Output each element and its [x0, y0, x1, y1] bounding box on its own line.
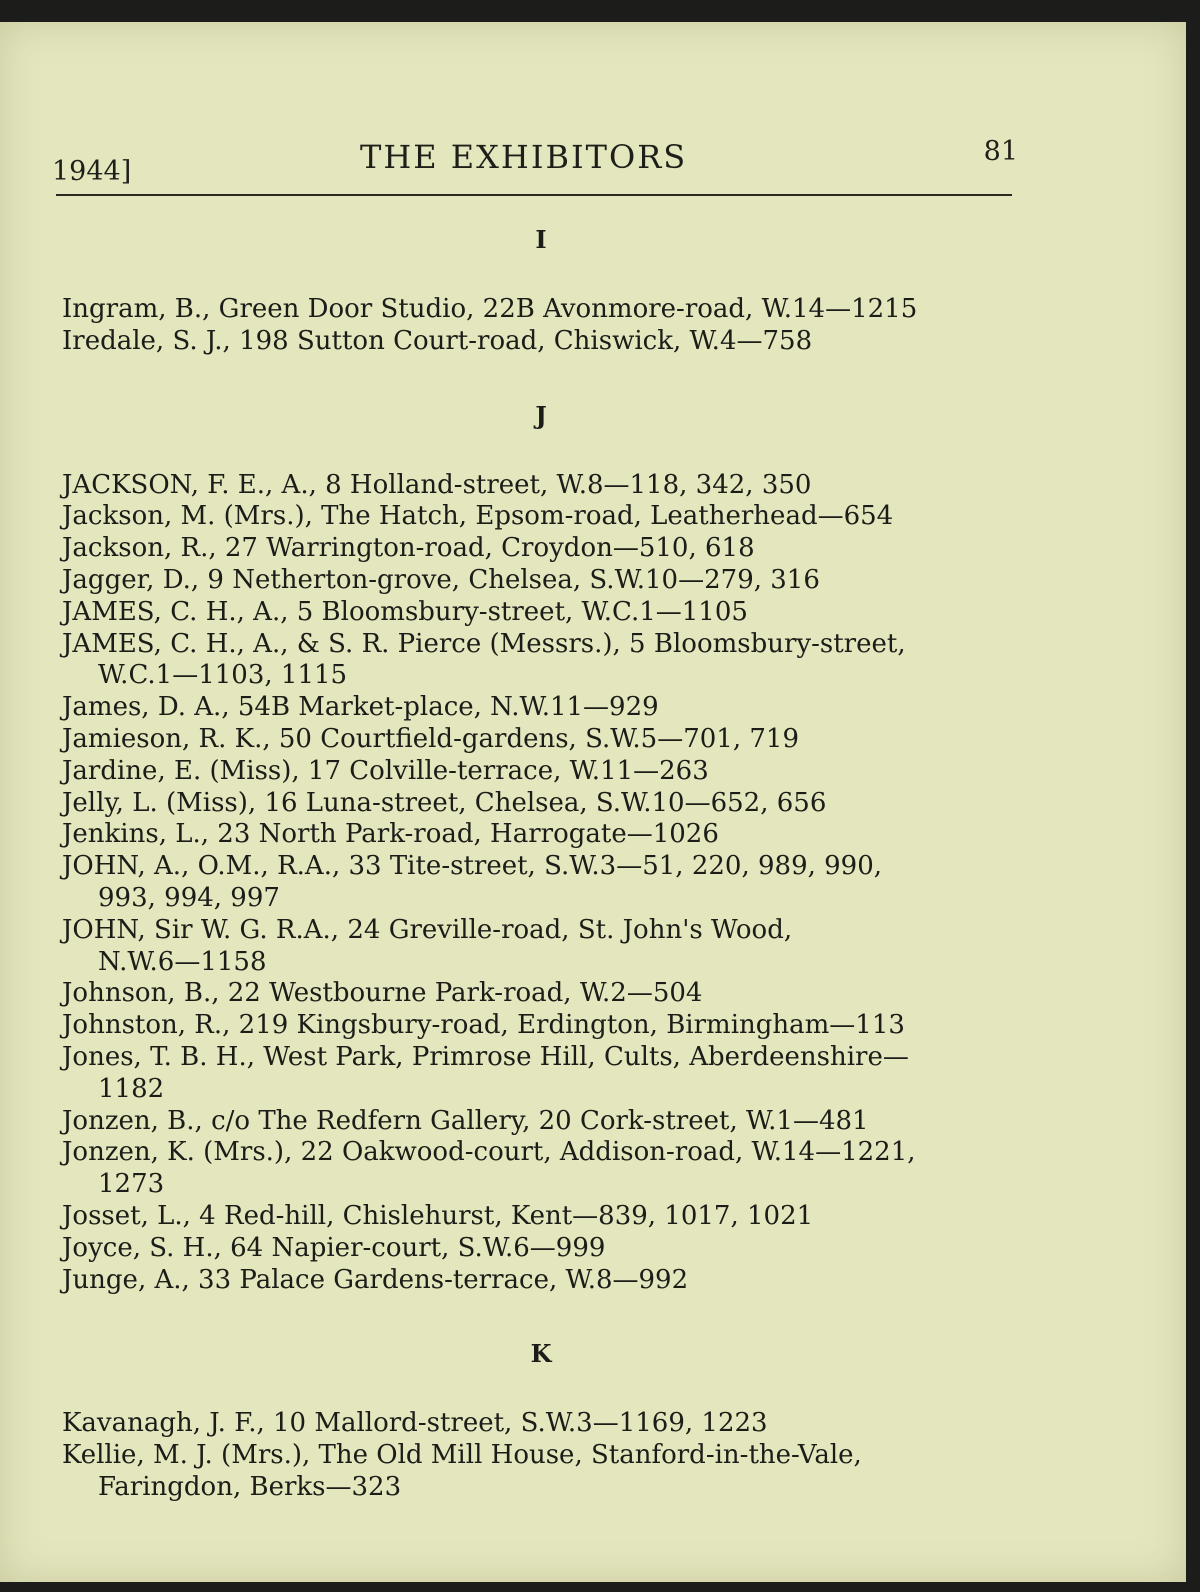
exhibitor-entry [62, 1233, 1042, 1265]
entry-continuation: Faringdon, Berks—323 [98, 1471, 402, 1502]
exhibitor-entry [62, 819, 1042, 851]
exhibitor-entry [62, 597, 1042, 629]
entry-line: Kavanagh, J. F., 10 Mallord-street, S.W.3—1169, 1223 [62, 1408, 768, 1439]
entry-line: Joyce, S. H., 64 Napier-court, S.W.6—999 [62, 1232, 606, 1263]
entry-line: Jamieson, R. K., 50 Courtfield-gardens, S.W.5—701, 719 [62, 723, 800, 754]
entry-line: Johnston, R., 219 Kingsbury-road, Erdington, Birmingham—113 [62, 1010, 905, 1041]
exhibitor-entry [62, 1408, 1042, 1440]
entry-continuation: W.C.1—1103, 1115 [98, 660, 348, 691]
section-letter: I [535, 225, 547, 254]
exhibitor-entry [62, 1106, 1042, 1138]
entry-line: JOHN, A., O.M., R.A., 33 Tite-street, S.W.3—51, 220, 989, 990, [62, 851, 883, 882]
entry-line: Jenkins, L., 23 North Park-road, Harrogate—1026 [62, 819, 719, 850]
running-header [52, 118, 1018, 198]
exhibitor-entry [62, 470, 1042, 502]
section-letter: J [535, 400, 547, 430]
entry-line: Ingram, B., Green Door Studio, 22B Avonmore-road, W.14—1215 [62, 294, 918, 324]
exhibitor-entry [62, 1010, 1042, 1042]
entry-line: JAMES, C. H., A., 5 Bloomsbury-street, W.C.1—1105 [62, 596, 748, 627]
exhibitor-entry [62, 1042, 1042, 1106]
section-j [52, 388, 1042, 1327]
exhibitor-entry [62, 565, 1042, 597]
entry-line: Jagger, D., 9 Netherton-grove, Chelsea, S.W.10—279, 316 [62, 564, 820, 595]
entry-line: Iredale, S. J., 198 Sutton Court-road, Chiswick, W.4—758 [62, 325, 813, 356]
entry-continuation: 1182 [98, 1073, 165, 1104]
entry-line: Jackson, M. (Mrs.), The Hatch, Epsom-road, Leatherhead—654 [62, 501, 894, 532]
entry-line: Jackson, R., 27 Warrington-road, Croydon—510, 618 [62, 533, 755, 564]
entry-line: Jones, T. B. H., West Park, Primrose Hill, Cults, Aberdeenshire— [62, 1041, 909, 1072]
entry-line: James, D. A., 54B Market-place, N.W.11—929 [62, 692, 659, 723]
entry-line: Kellie, M. J. (Mrs.), The Old Mill House, Stanford-in-the-Vale, [62, 1440, 862, 1471]
exhibitor-entry [62, 533, 1042, 565]
exhibitor-entry [62, 326, 1042, 358]
entry-line: JAMES, C. H., A., & S. R. Pierce (Messrs.), 5 Bloomsbury-street, [62, 628, 906, 659]
section-letter: K [530, 1339, 552, 1369]
book-page [0, 22, 1186, 1582]
exhibitor-entry [62, 294, 1042, 326]
exhibitor-entry [62, 851, 1042, 915]
header-rule [56, 194, 1012, 196]
exhibitor-entry [62, 1440, 1042, 1504]
entry-line: Junge, A., 33 Palace Gardens-terrace, W.8—992 [62, 1264, 689, 1295]
exhibitor-entry [62, 1265, 1042, 1297]
exhibitor-entry [62, 501, 1042, 533]
exhibitor-entry [62, 788, 1042, 820]
entry-continuation: 1273 [98, 1169, 165, 1200]
entry-line: Jardine, E. (Miss), 17 Colville-terrace, W.11—263 [62, 755, 709, 786]
exhibitor-entry [62, 756, 1042, 788]
section-i [52, 212, 1042, 388]
page-number: 81 [983, 136, 1018, 167]
exhibitor-entry [62, 978, 1042, 1010]
entry-line: Johnson, B., 22 Westbourne Park-road, W.2—504 [62, 978, 703, 1009]
entry-line: JOHN, Sir W. G. R.A., 24 Greville-road, St. John's Wood, [62, 914, 793, 945]
exhibitor-list [52, 212, 1042, 1504]
exhibitor-entry [62, 724, 1042, 756]
exhibitor-entry [62, 629, 1042, 693]
entry-line: Jelly, L. (Miss), 16 Luna-street, Chelsea, S.W.10—652, 656 [62, 787, 827, 818]
entry-line: Jonzen, K. (Mrs.), 22 Oakwood-court, Addison-road, W.14—1221, [62, 1137, 916, 1168]
header-title: THE EXHIBITORS [360, 138, 688, 176]
header-year: 1944] [52, 156, 132, 187]
section-k [52, 1326, 1042, 1503]
entry-line: JACKSON, F. E., A., 8 Holland-street, W.8—118, 342, 350 [62, 469, 812, 500]
exhibitor-entry [62, 915, 1042, 979]
exhibitor-entry [62, 692, 1042, 724]
entry-continuation: 993, 994, 997 [98, 882, 280, 913]
entry-continuation: N.W.6—1158 [98, 946, 267, 977]
entry-line: Josset, L., 4 Red-hill, Chislehurst, Kent—839, 1017, 1021 [62, 1200, 814, 1231]
entry-line: Jonzen, B., c/o The Redfern Gallery, 20 Cork-street, W.1—481 [62, 1105, 869, 1136]
exhibitor-entry [62, 1137, 1042, 1201]
exhibitor-entry [62, 1201, 1042, 1233]
